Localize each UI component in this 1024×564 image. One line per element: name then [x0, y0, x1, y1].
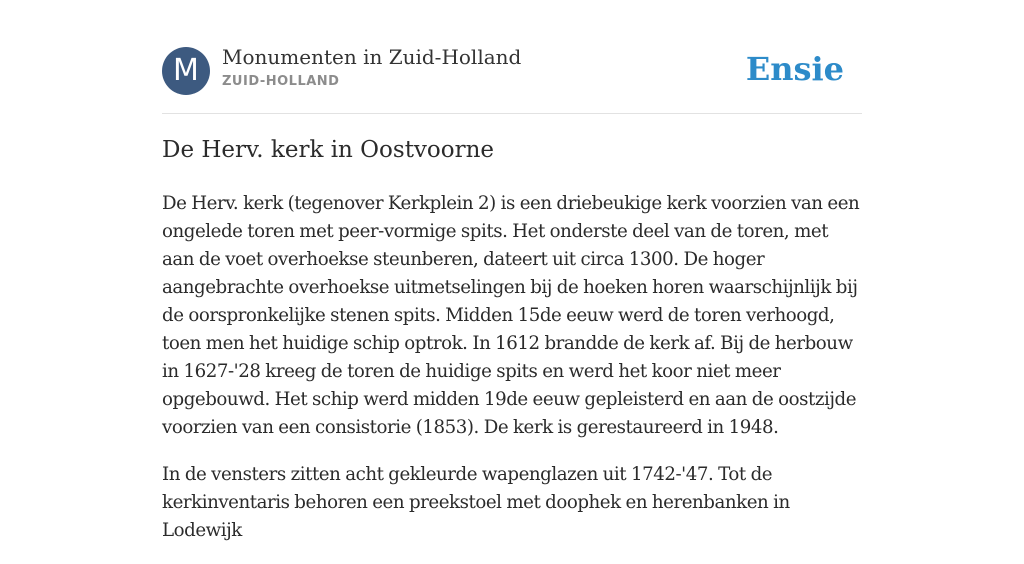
collection-title[interactable]: Monumenten in Zuid-Holland: [222, 45, 522, 69]
collection-subtitle[interactable]: ZUID-HOLLAND: [222, 74, 340, 89]
article-paragraph: De Herv. kerk (tegenover Kerkplein 2) is een driebeukige kerk voorzien van een ongelede toren met peer-vormige spits. Het onderste deel van de toren, met aan de voet overhoekse steunberen, dateert uit circa 1300. De hoger aangebrachte overhoekse uitmetselingen bij de hoeken horen waarschijnlijk bij de oorspronkelijke stenen spits. Midden 15de eeuw werd de toren verhoogd, toen men het huidige schip optrok. In 1612 brandde de kerk af. Bij de herbouw in 1627-'28 kreeg de toren de huidige spits en werd het koor niet meer opgebouwd. Het schip werd midden 19de eeuw gepleisterd en aan de oostzijde voorzien van een consistorie (1853). De kerk is gerestaureerd in 1948.: [162, 193, 860, 438]
article-body: [162, 190, 862, 564]
article-title: De Herv. kerk in Oostvoorne: [162, 137, 495, 163]
page: [162, 0, 862, 541]
header: [162, 0, 862, 114]
avatar[interactable]: M: [162, 47, 210, 95]
brand-logo[interactable]: Ensie: [745, 50, 844, 88]
article-paragraph: In de vensters zitten acht gekleurde wapenglazen uit 1742-'47. Tot de kerkinventaris behoren een preekstoel met doophek en herenbanken in Lodewijk: [162, 464, 790, 541]
